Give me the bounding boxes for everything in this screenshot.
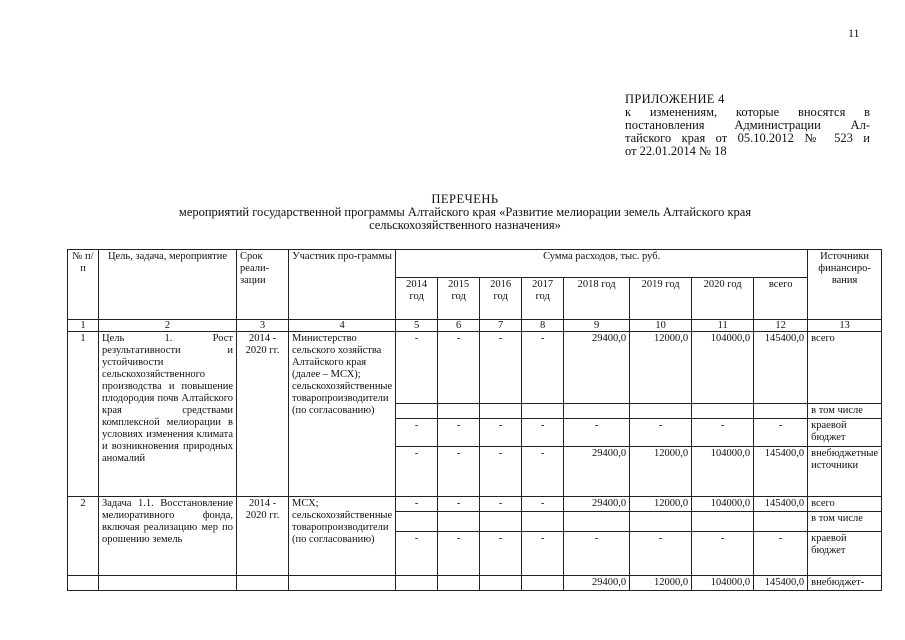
cell-value (564, 512, 630, 532)
header-year-2014: 2014 год (396, 278, 438, 320)
cell-value (630, 404, 692, 419)
cell-value (396, 512, 438, 532)
cell-source: в том числе (808, 512, 882, 532)
cell-value: - (480, 332, 522, 404)
cell-value: 12000,0 (630, 497, 692, 512)
measures-table (67, 249, 882, 591)
header-year-2015: 2015 год (438, 278, 480, 320)
cell-value (564, 404, 630, 419)
cell-value: - (480, 419, 522, 447)
heading-title: ПЕРЕЧЕНЬ (431, 192, 499, 206)
header-num: № п/п (68, 250, 99, 320)
appendix-line: к изменениям, которые вносятся в (625, 105, 870, 119)
cell-empty (68, 576, 99, 591)
cell-value: - (396, 532, 438, 576)
cell-empty (237, 576, 289, 591)
cell-value: - (438, 497, 480, 512)
table-row (68, 332, 882, 404)
cell-value: 104000,0 (692, 447, 754, 497)
cell-value (754, 512, 808, 532)
cell-value: - (630, 532, 692, 576)
cell-value: - (396, 419, 438, 447)
cell-value: - (396, 447, 438, 497)
header-year-2016: 2016 год (480, 278, 522, 320)
col-number: 13 (808, 320, 882, 332)
col-number: 6 (438, 320, 480, 332)
cell-value: 104000,0 (692, 576, 754, 591)
header-source: Источники финансиро-вания (808, 250, 882, 320)
cell-value: 145400,0 (754, 447, 808, 497)
cell-value: - (480, 532, 522, 576)
cell-value (480, 512, 522, 532)
cell-value: - (396, 332, 438, 404)
col-number: 11 (692, 320, 754, 332)
cell-value (396, 576, 438, 591)
row-term: 2014 - 2020 гг. (237, 497, 289, 576)
cell-value: - (564, 419, 630, 447)
cell-value: - (754, 419, 808, 447)
header-goal: Цель, задача, мероприятие (99, 250, 237, 320)
col-number: 10 (630, 320, 692, 332)
cell-value: - (692, 532, 754, 576)
cell-value: - (438, 419, 480, 447)
row-num: 2 (68, 497, 99, 576)
cell-value (754, 404, 808, 419)
cell-value (692, 512, 754, 532)
document-heading (100, 193, 830, 232)
cell-value (438, 404, 480, 419)
cell-value: 29400,0 (564, 497, 630, 512)
cell-value: - (480, 497, 522, 512)
col-number: 2 (99, 320, 237, 332)
cell-value: 12000,0 (630, 576, 692, 591)
cell-source: всего (808, 332, 882, 404)
appendix-title: ПРИЛОЖЕНИЕ 4 (625, 92, 725, 106)
row-term: 2014 - 2020 гг. (237, 332, 289, 497)
cell-source: внебюджет- (808, 576, 882, 591)
cell-value: 145400,0 (754, 497, 808, 512)
cell-value (438, 576, 480, 591)
cell-value: - (522, 532, 564, 576)
cell-empty (289, 576, 396, 591)
cell-value: - (438, 332, 480, 404)
cell-value: 12000,0 (630, 332, 692, 404)
col-number: 3 (237, 320, 289, 332)
cell-empty (99, 576, 237, 591)
header-year-2018: 2018 год (564, 278, 630, 320)
header-term: Срок реали-зации (237, 250, 289, 320)
row-participant: МСХ; сельскохозяйственные товаропроизводители (по согласованию) (289, 497, 396, 576)
cell-source: внебюджетные источники (808, 447, 882, 497)
table-row (68, 576, 882, 591)
col-number: 9 (564, 320, 630, 332)
row-participant: Министерство сельского хозяйства Алтайского края (далее – МСХ); сельскохозяйственные товаропроизводители (по согласованию) (289, 332, 396, 497)
col-number: 4 (289, 320, 396, 332)
cell-value (522, 404, 564, 419)
cell-value: - (480, 447, 522, 497)
cell-value: 104000,0 (692, 332, 754, 404)
row-num: 1 (68, 332, 99, 497)
row-goal: Цель 1. Рост результативности и устойчивости сельскохозяйственного производства и повышение плодородия почв Алтайского края средствами комплексной мелиорации в условиях изменения климата и возникновения природных аномалий (99, 332, 237, 497)
col-number: 1 (68, 320, 99, 332)
cell-value (692, 404, 754, 419)
header-total: всего (754, 278, 808, 320)
cell-value (522, 576, 564, 591)
cell-value: - (522, 419, 564, 447)
appendix-line: постановления Администрации Ал- (625, 118, 870, 132)
col-number: 8 (522, 320, 564, 332)
column-numbers-row (68, 320, 882, 332)
cell-value: 145400,0 (754, 332, 808, 404)
cell-value: - (396, 497, 438, 512)
cell-value (480, 404, 522, 419)
header-year-2019: 2019 год (630, 278, 692, 320)
header-row (68, 250, 882, 278)
cell-value: - (754, 532, 808, 576)
cell-value (630, 512, 692, 532)
appendix-block (625, 93, 870, 158)
cell-value: 12000,0 (630, 447, 692, 497)
table-row (68, 497, 882, 512)
col-number: 12 (754, 320, 808, 332)
cell-source: краевой бюджет (808, 419, 882, 447)
cell-value: 29400,0 (564, 332, 630, 404)
header-participant: Участник про-граммы (289, 250, 396, 320)
header-year-2020: 2020 год (692, 278, 754, 320)
cell-value: - (564, 532, 630, 576)
cell-value: - (438, 532, 480, 576)
cell-source: всего (808, 497, 882, 512)
cell-value: - (522, 447, 564, 497)
col-number: 7 (480, 320, 522, 332)
heading-line: мероприятий государственной программы Алтайского края «Развитие мелиорации земель Алтайского края (178, 205, 752, 219)
col-number: 5 (396, 320, 438, 332)
header-sum: Сумма расходов, тыс. руб. (396, 250, 808, 278)
cell-value: - (522, 497, 564, 512)
appendix-line: тайского края от 05.10.2012 № 523 и (625, 131, 870, 145)
cell-value: 145400,0 (754, 576, 808, 591)
heading-line: сельскохозяйственного назначения» (369, 218, 561, 232)
cell-value: - (522, 332, 564, 404)
cell-source: краевой бюджет (808, 532, 882, 576)
cell-value (438, 512, 480, 532)
header-year-2017: 2017 год (522, 278, 564, 320)
cell-value: 29400,0 (564, 576, 630, 591)
cell-source: в том числе (808, 404, 882, 419)
page-number: 11 (848, 26, 860, 40)
appendix-line: от 22.01.2014 № 18 (625, 144, 727, 158)
cell-value (396, 404, 438, 419)
cell-value: 104000,0 (692, 497, 754, 512)
cell-value (522, 512, 564, 532)
cell-value (480, 576, 522, 591)
cell-value: - (630, 419, 692, 447)
cell-value: - (438, 447, 480, 497)
row-goal: Задача 1.1. Восстановление мелиоративного фонда, включая реализацию мер по орошению земель (99, 497, 237, 576)
cell-value: 29400,0 (564, 447, 630, 497)
cell-value: - (692, 419, 754, 447)
